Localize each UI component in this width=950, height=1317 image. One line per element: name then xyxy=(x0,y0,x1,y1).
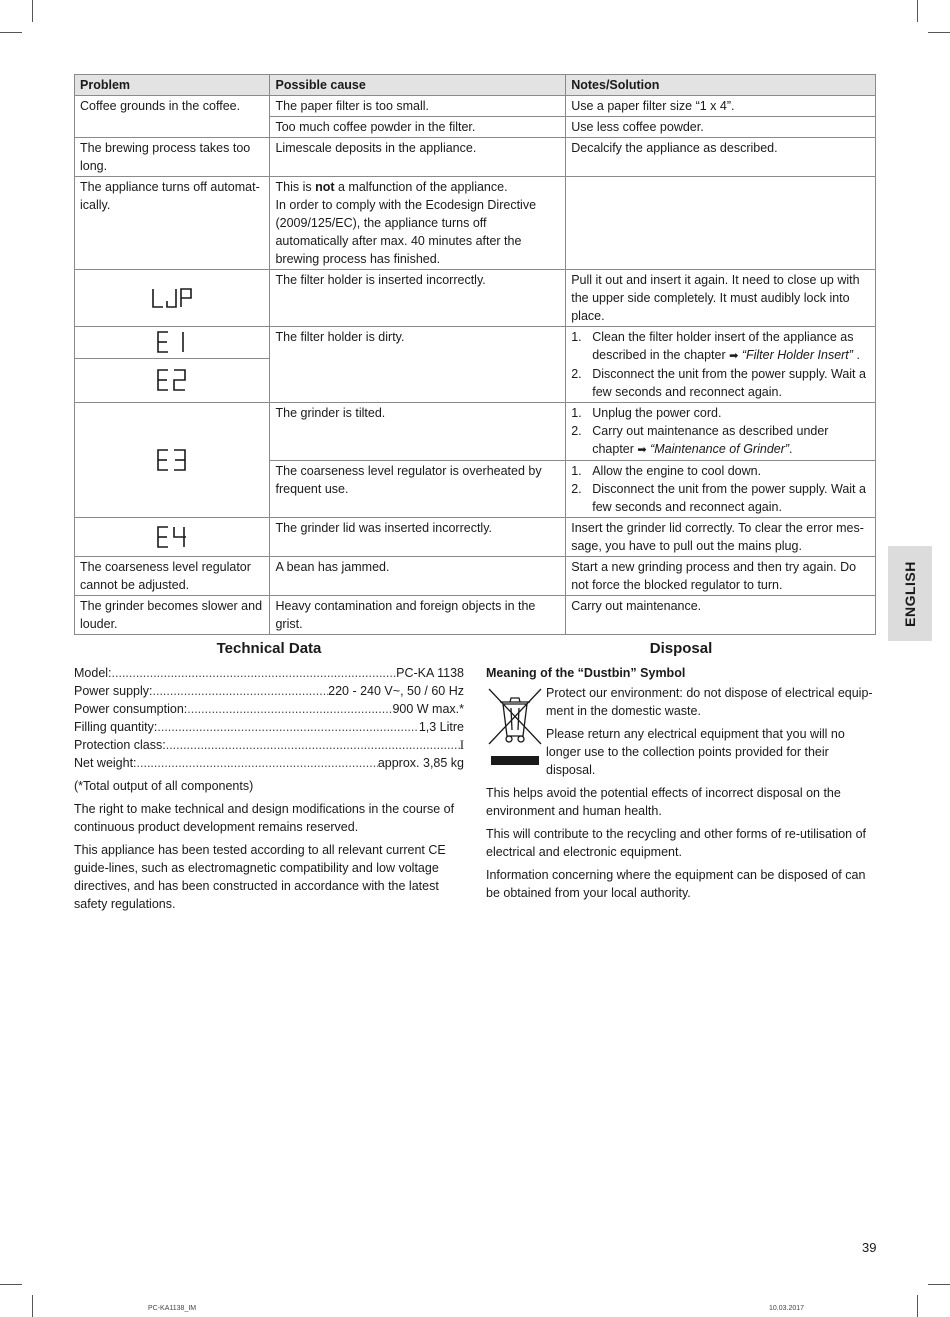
crossed-out-dustbin-icon xyxy=(486,684,544,772)
spec-label: Model: xyxy=(74,666,112,680)
note-cell: Start a new grinding process and then try again. Do not force the blocked regulator to turn. xyxy=(566,557,876,596)
language-tab xyxy=(888,546,932,641)
display-code-e2 xyxy=(75,358,270,402)
segment-code-e2-icon xyxy=(155,367,189,393)
leader-dots xyxy=(153,682,329,700)
step-number: 1. xyxy=(571,464,582,478)
page-number: 39 xyxy=(862,1240,877,1255)
table-row xyxy=(75,557,876,596)
cause-text: a malfunction of the appliance. xyxy=(334,180,508,194)
spec-label: Power supply: xyxy=(74,684,153,698)
footer-file-name: PC-KA1138_IM xyxy=(148,1305,197,1312)
disposal-section xyxy=(486,640,876,907)
disposal-content xyxy=(486,684,876,902)
note-cell xyxy=(566,461,876,518)
table-row xyxy=(75,596,876,635)
leader-dots xyxy=(187,700,392,718)
spec-row xyxy=(74,682,464,700)
header-cause: Possible cause xyxy=(270,75,566,96)
note-cell: Insert the grinder lid correctly. To clear the error mes-sage, you have to pull out the mains plug. xyxy=(566,518,876,557)
paragraph: Protect our environment: do not dispose of electrical equip-ment in the domestic waste. xyxy=(546,686,873,718)
note-cell: Pull it out and insert it again. It need to close up with the upper side completely. It must audibly lock into place. xyxy=(566,270,876,327)
crop-mark xyxy=(0,1284,22,1285)
cause-cell: The grinder is tilted. xyxy=(270,403,566,461)
cause-text: In order to comply with the Ecodesign Directive (2009/125/EC), the appliance turns off automatically after max. 40 minutes after the brewing process has finished. xyxy=(275,198,537,266)
segment-code-ljp-icon xyxy=(150,285,194,311)
disposal-title: Disposal xyxy=(649,640,713,657)
paragraph: Information concerning where the equipment can be disposed of can be obtained from your local authority. xyxy=(486,868,866,900)
problem-cell: Coffee grounds in the coffee. xyxy=(75,96,270,138)
spec-label: Net weight: xyxy=(74,756,137,770)
paragraph: This appliance has been tested according to all relevant current CE guide-lines, such as electromagnetic compatibility and low voltage directives, and has been constructed in accordance with the latest safety regulations. xyxy=(74,843,446,911)
note-cell xyxy=(566,327,876,403)
segment-code-e1-icon xyxy=(155,329,189,355)
list-item xyxy=(571,328,870,365)
paragraph: This helps avoid the potential effects of incorrect disposal on the environment and human health. xyxy=(486,786,841,818)
leader-dots xyxy=(166,736,460,754)
spec-value: 1,3 Litre xyxy=(418,720,464,734)
crop-mark xyxy=(0,32,22,33)
table-row xyxy=(75,518,876,557)
step-number: 2. xyxy=(571,482,582,496)
list-item xyxy=(571,422,870,459)
step-text: Allow the engine to cool down. xyxy=(592,464,762,478)
cause-cell xyxy=(270,177,566,270)
solution-steps xyxy=(571,328,870,401)
note-cell xyxy=(566,177,876,270)
troubleshooting-table xyxy=(74,74,876,635)
note-cell xyxy=(566,403,876,461)
step-text: Disconnect the unit from the power supply. Wait a few seconds and reconnect again. xyxy=(592,482,866,514)
step-number: 2. xyxy=(571,424,582,438)
cause-cell: Too much coffee powder in the filter. xyxy=(270,117,566,138)
chapter-reference: “Maintenance of Grinder” xyxy=(650,442,790,456)
step-text: Clean the filter holder insert of the appliance as described in the chapter xyxy=(592,330,854,362)
crop-mark xyxy=(32,1295,33,1317)
paragraph: Please return any electrical equipment that you will no longer use to the collection points provided for their disposal. xyxy=(546,727,845,777)
solution-steps xyxy=(571,462,870,516)
paragraph: The right to make technical and design modifications in the course of continuous product development remains reserved. xyxy=(74,802,455,834)
technical-data-section xyxy=(74,640,464,913)
spec-value: 220 - 240 V~, 50 / 60 Hz xyxy=(328,684,464,698)
list-item xyxy=(571,462,870,480)
spec-row xyxy=(74,664,464,682)
footer-date: 10.03.2017 xyxy=(769,1305,805,1312)
paragraph: This will contribute to the recycling and other forms of re-utilisation of electrical and electronic equipment. xyxy=(486,827,867,859)
list-item xyxy=(571,480,870,516)
table-row xyxy=(75,403,876,461)
note-cell: Use a paper filter size “1 x 4”. xyxy=(566,96,876,117)
spec-row xyxy=(74,700,464,718)
step-number: 2. xyxy=(571,367,582,381)
list-item xyxy=(571,365,870,401)
spec-value: PC-KA 1138 xyxy=(396,666,464,680)
problem-cell: The coarseness level regulator cannot be adjusted. xyxy=(75,557,270,596)
arrow-right-icon: ➡ xyxy=(637,444,647,456)
step-text: Carry out maintenance as described under chapter xyxy=(592,424,829,456)
spec-value: 900 W max.* xyxy=(392,702,464,716)
language-label: ENGLISH xyxy=(902,560,919,627)
note-cell: Use less coffee powder. xyxy=(566,117,876,138)
display-code-e4 xyxy=(75,518,270,557)
header-notes: Notes/Solution xyxy=(566,75,876,96)
step-text: . xyxy=(789,442,793,456)
disposal-subtitle: Meaning of the “Dustbin” Symbol xyxy=(486,666,686,680)
crop-mark xyxy=(917,1295,918,1317)
spec-row xyxy=(74,754,464,772)
display-code-ljp xyxy=(75,270,270,327)
step-number: 1. xyxy=(571,330,582,344)
step-text: Unplug the power cord. xyxy=(592,406,722,420)
problem-cell: The grinder becomes slower and louder. xyxy=(75,596,270,635)
cause-cell: The filter holder is dirty. xyxy=(270,327,566,403)
table-row xyxy=(75,270,876,327)
cause-text: This is xyxy=(275,180,316,194)
arrow-right-icon: ➡ xyxy=(729,350,739,362)
table-row xyxy=(75,96,876,117)
table-row xyxy=(75,177,876,270)
problem-cell: The appliance turns off automat-ically. xyxy=(75,177,270,270)
table-header-row xyxy=(75,75,876,96)
note-cell: Decalcify the appliance as described. xyxy=(566,138,876,177)
cause-cell: The filter holder is inserted incorrectly. xyxy=(270,270,566,327)
crop-mark xyxy=(917,0,918,22)
cause-cell: The paper filter is too small. xyxy=(270,96,566,117)
cause-cell: The grinder lid was inserted incorrectly. xyxy=(270,518,566,557)
technical-data-title: Technical Data xyxy=(216,640,322,657)
cause-cell: The coarseness level regulator is overheated by frequent use. xyxy=(270,461,566,518)
disposal-text xyxy=(486,684,876,902)
problem-cell: The brewing process takes too long. xyxy=(75,138,270,177)
step-number: 1. xyxy=(571,406,582,420)
leader-dots xyxy=(157,718,418,736)
crop-mark xyxy=(928,1284,950,1285)
spec-value: approx. 3,85 kg xyxy=(377,756,464,770)
spec-row xyxy=(74,736,464,754)
spec-label: Filling quantity: xyxy=(74,720,158,734)
spec-label: Power consumption: xyxy=(74,702,188,716)
table-row xyxy=(75,138,876,177)
leader-dots xyxy=(112,664,397,682)
solution-steps xyxy=(571,404,870,459)
display-code-e3 xyxy=(75,403,270,518)
cause-emphasis: not xyxy=(315,180,335,194)
cause-cell: A bean has jammed. xyxy=(270,557,566,596)
crop-mark xyxy=(32,0,33,22)
crop-mark xyxy=(928,32,950,33)
segment-code-e4-icon xyxy=(155,524,189,550)
chapter-reference: “Filter Holder Insert” xyxy=(741,348,853,362)
spec-value: I xyxy=(459,738,464,752)
table-row xyxy=(75,327,876,359)
spec-label: Protection class: xyxy=(74,738,166,752)
footnote: (*Total output of all components) xyxy=(74,779,254,793)
header-problem: Problem xyxy=(75,75,270,96)
leader-dots xyxy=(137,754,378,772)
spec-row xyxy=(74,718,464,736)
step-text: . xyxy=(856,348,860,362)
cause-cell: Limescale deposits in the appliance. xyxy=(270,138,566,177)
note-cell: Carry out maintenance. xyxy=(566,596,876,635)
cause-cell: Heavy contamination and foreign objects in the grist. xyxy=(270,596,566,635)
step-text: Disconnect the unit from the power supply. Wait a few seconds and reconnect again. xyxy=(592,367,866,399)
display-code-e1 xyxy=(75,327,270,359)
list-item xyxy=(571,404,870,422)
segment-code-e3-icon xyxy=(155,447,189,473)
